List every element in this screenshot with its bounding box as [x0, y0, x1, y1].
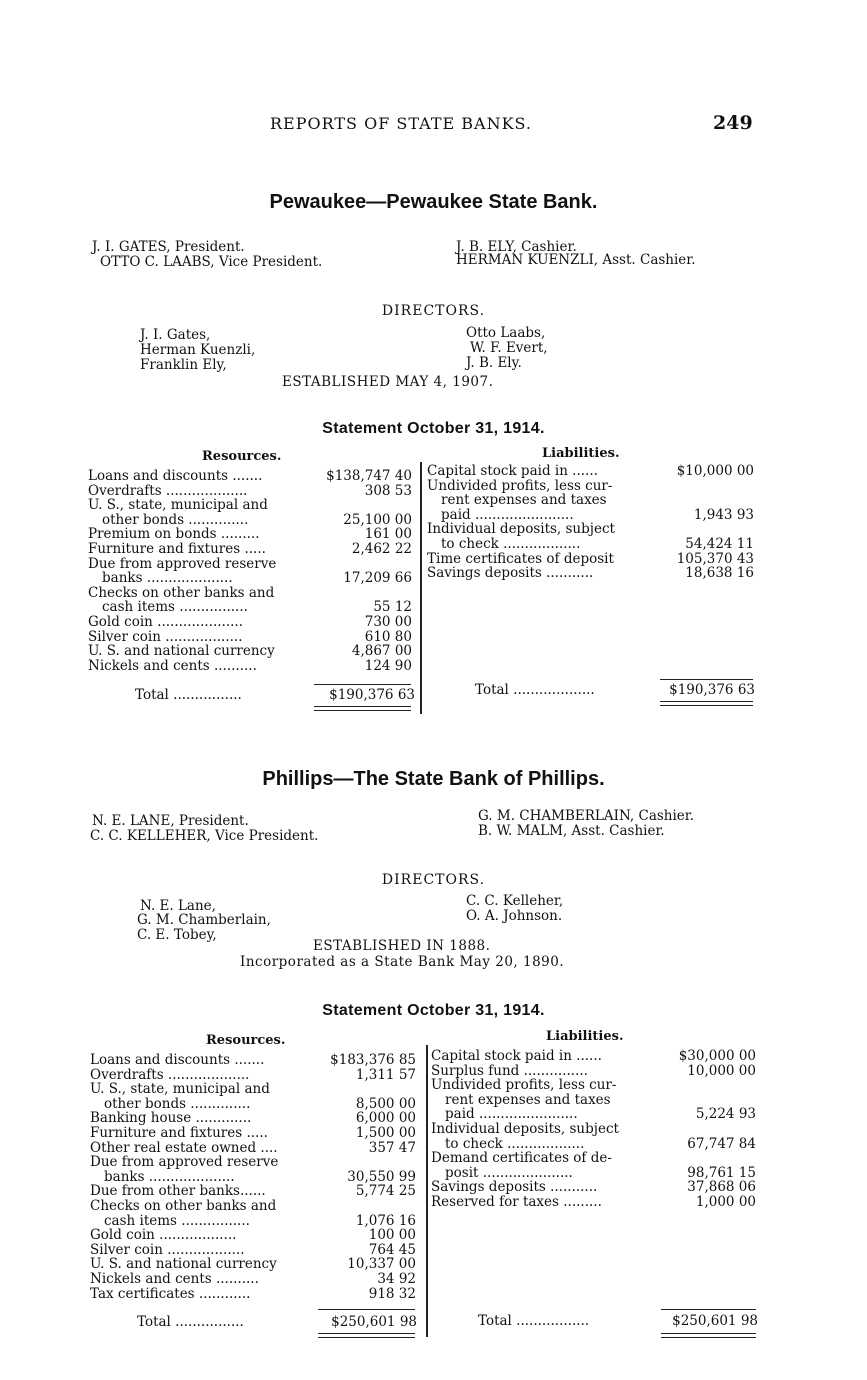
- officer-cashier: G. M. CHAMBERLAIN, Cashier.: [478, 808, 695, 824]
- total-amount: $250,601 98: [672, 1313, 758, 1329]
- director: W. F. Evert,: [470, 340, 548, 356]
- resource-row: [90, 1068, 416, 1083]
- account-amount: 37,868 06: [687, 1179, 756, 1196]
- liability-row: [427, 552, 754, 567]
- account-amount: 2,462 22: [351, 541, 412, 557]
- directors-heading: DIRECTORS.: [381, 872, 486, 888]
- resource-row: [90, 1170, 416, 1185]
- account-amount: $30,000 00: [678, 1048, 756, 1064]
- resources-heading: Resources.: [206, 1033, 286, 1048]
- liability-row: [427, 508, 754, 523]
- account-amount: 4,867 00: [351, 643, 412, 660]
- resource-row: [88, 600, 412, 615]
- account-label: Other real estate owned ....: [90, 1139, 278, 1156]
- total-rule: [314, 684, 411, 685]
- director: O. A. Johnson.: [466, 908, 563, 924]
- account-amount: 5,224 93: [695, 1106, 756, 1123]
- account-amount: 1,943 93: [693, 506, 754, 523]
- resource-row: [90, 1214, 416, 1229]
- account-amount: 100 00: [368, 1227, 416, 1244]
- account-label: cash items ................: [104, 1212, 250, 1229]
- resource-row: [90, 1272, 416, 1287]
- director: J. I. Gates,: [140, 327, 211, 343]
- account-label: Capital stock paid in ......: [427, 463, 598, 479]
- account-amount: 1,076 16: [355, 1212, 416, 1229]
- liabilities-heading: Liabilities.: [546, 1029, 624, 1044]
- director: N. E. Lane,: [140, 898, 216, 914]
- incorporation-note: Incorporated as a State Bank May 20, 1890.: [240, 954, 565, 970]
- double-underline: [314, 706, 411, 707]
- account-amount: 98,761 15: [687, 1164, 756, 1181]
- liability-row: [431, 1049, 756, 1064]
- account-label: Furniture and fixtures .....: [90, 1125, 268, 1141]
- account-amount: $138,747 40: [326, 468, 412, 484]
- total-amount: $250,601 98: [331, 1314, 417, 1330]
- resources-heading: Resources.: [202, 449, 282, 464]
- account-amount: $10,000 00: [676, 463, 754, 479]
- account-amount: 610 80: [364, 628, 412, 645]
- resource-row: [88, 527, 412, 542]
- resource-row: [88, 542, 412, 557]
- total-rule: [318, 1309, 415, 1310]
- double-underline: [661, 1333, 756, 1334]
- account-label: Capital stock paid in ......: [431, 1048, 602, 1064]
- account-label: U. S. and national currency: [88, 643, 275, 660]
- account-label: Premium on bonds .........: [88, 526, 260, 543]
- account-amount: 105,370 43: [676, 550, 754, 567]
- liabilities-total-row: [478, 1314, 758, 1329]
- resource-row: [90, 1111, 416, 1126]
- liabilities-total-row: [475, 683, 755, 698]
- account-label: Savings deposits ...........: [427, 565, 594, 582]
- account-label: cash items ................: [102, 599, 248, 616]
- account-label: Demand certificates of de-: [431, 1150, 612, 1167]
- liabilities-heading: Liabilities.: [542, 446, 620, 461]
- account-label: Undivided profits, less cur-: [431, 1077, 617, 1094]
- total-rule: [661, 1309, 756, 1310]
- officer-vice-president: OTTO C. LAABS, Vice President.: [100, 254, 323, 270]
- resource-row: [88, 571, 412, 586]
- account-label: Surplus fund ...............: [431, 1062, 588, 1079]
- account-label: Nickels and cents ..........: [88, 657, 257, 674]
- officer-asst-cashier: B. W. MALM, Asst. Cashier.: [478, 823, 665, 839]
- column-divider: [426, 1045, 428, 1337]
- account-amount: 1,000 00: [695, 1194, 756, 1210]
- account-label: Tax certificates ............: [90, 1285, 251, 1302]
- liability-row: [431, 1166, 756, 1181]
- account-label: Due from approved reserve: [88, 555, 277, 572]
- account-label: U. S. and national currency: [90, 1256, 277, 1273]
- account-amount: 10,337 00: [347, 1256, 416, 1273]
- account-label: other bonds ..............: [102, 511, 249, 528]
- total-amount: $190,376 63: [669, 682, 755, 698]
- resource-row: [90, 1097, 416, 1112]
- liability-row: [427, 479, 754, 494]
- account-label: other bonds ..............: [104, 1095, 251, 1112]
- total-label: Total ...................: [475, 682, 595, 698]
- resource-row: [88, 557, 412, 572]
- account-label: Loans and discounts .......: [90, 1052, 265, 1068]
- account-amount: 6,000 00: [355, 1110, 416, 1127]
- account-label: Individual deposits, subject: [427, 521, 615, 538]
- established-note: ESTABLISHED IN 1888.: [313, 938, 491, 954]
- director: G. M. Chamberlain,: [137, 912, 271, 928]
- account-amount: 10,000 00: [687, 1062, 756, 1079]
- account-amount: 67,747 84: [687, 1135, 756, 1152]
- liability-row: [427, 522, 754, 537]
- account-label: U. S., state, municipal and: [88, 497, 268, 514]
- account-label: to check ..................: [445, 1135, 585, 1152]
- liability-row: [431, 1180, 756, 1195]
- account-amount: 918 32: [368, 1285, 416, 1302]
- liability-row: [427, 464, 754, 479]
- double-underline: [314, 710, 411, 711]
- resource-row: [90, 1082, 416, 1097]
- director: C. C. Kelleher,: [466, 893, 564, 909]
- account-label: rent expenses and taxes: [445, 1091, 611, 1108]
- account-label: Loans and discounts .......: [88, 468, 263, 484]
- account-amount: 34 92: [377, 1271, 416, 1287]
- account-label: Undivided profits, less cur-: [427, 477, 613, 494]
- resource-row: [90, 1053, 416, 1068]
- account-amount: 5,774 25: [355, 1183, 416, 1200]
- account-label: Furniture and fixtures .....: [88, 541, 266, 557]
- resource-row: [90, 1184, 416, 1199]
- resource-row: [90, 1228, 416, 1243]
- director: Franklin Ely,: [140, 357, 227, 373]
- resource-row: [88, 644, 412, 659]
- liability-row: [427, 493, 754, 508]
- account-label: paid .......................: [441, 506, 574, 523]
- account-label: U. S., state, municipal and: [90, 1081, 270, 1098]
- page-number: 249: [713, 112, 753, 134]
- account-label: Gold coin ..................: [90, 1227, 237, 1244]
- liability-row: [431, 1151, 756, 1166]
- resource-row: [90, 1243, 416, 1258]
- liability-row: [431, 1137, 756, 1152]
- officer-asst-cashier: HERMAN KUENZLI, Asst. Cashier.: [456, 252, 696, 268]
- officer-cashier: J. B. ELY, Cashier.: [456, 239, 577, 255]
- statement-title: Statement October 31, 1914.: [322, 420, 545, 437]
- account-amount: 308 53: [364, 482, 412, 499]
- account-label: rent expenses and taxes: [441, 492, 607, 509]
- account-amount: 161 00: [364, 526, 412, 543]
- resource-row: [88, 469, 412, 484]
- liability-row: [427, 537, 754, 552]
- director: J. B. Ely.: [466, 355, 522, 371]
- resource-row: [88, 659, 412, 674]
- running-head: REPORTS OF STATE BANKS.: [270, 114, 533, 133]
- officer-president: J. I. GATES, President.: [92, 239, 245, 255]
- total-rule: [660, 679, 753, 680]
- column-divider: [420, 462, 422, 714]
- resource-row: [88, 630, 412, 645]
- account-amount: 30,550 99: [347, 1168, 416, 1185]
- account-label: Reserved for taxes .........: [431, 1194, 602, 1210]
- liability-row: [431, 1093, 756, 1108]
- total-label: Total .................: [478, 1313, 590, 1329]
- account-label: Savings deposits ...........: [431, 1179, 598, 1196]
- resource-row: [88, 615, 412, 630]
- account-amount: 25,100 00: [343, 511, 412, 528]
- resource-row: [90, 1257, 416, 1272]
- account-label: Silver coin ..................: [90, 1241, 245, 1258]
- account-amount: 17,209 66: [343, 570, 412, 587]
- account-amount: 54,424 11: [685, 536, 754, 552]
- account-label: banks ....................: [104, 1168, 235, 1185]
- liability-row: [427, 566, 754, 581]
- resources-total-row: [137, 1315, 417, 1330]
- account-label: Checks on other banks and: [90, 1198, 277, 1214]
- total-amount: $190,376 63: [329, 687, 415, 703]
- account-label: Checks on other banks and: [88, 584, 275, 601]
- resource-row: [90, 1287, 416, 1302]
- liability-row: [431, 1122, 756, 1137]
- director: C. E. Tobey,: [137, 927, 217, 943]
- resources-total-row: [135, 688, 415, 703]
- resource-row: [88, 513, 412, 528]
- account-amount: 764 45: [368, 1241, 416, 1258]
- resource-row: [88, 484, 412, 499]
- resource-row: [90, 1141, 416, 1156]
- account-amount: 357 47: [368, 1139, 416, 1156]
- account-label: to check ..................: [441, 536, 581, 552]
- liability-row: [431, 1078, 756, 1093]
- account-amount: 55 12: [373, 599, 412, 616]
- account-label: banks ....................: [102, 570, 233, 587]
- account-label: Banking house .............: [90, 1110, 252, 1127]
- double-underline: [318, 1337, 415, 1338]
- account-label: Nickels and cents ..........: [90, 1271, 259, 1287]
- account-label: Individual deposits, subject: [431, 1121, 619, 1137]
- account-label: posit .....................: [445, 1164, 573, 1181]
- liability-row: [431, 1107, 756, 1122]
- account-label: Silver coin ..................: [88, 628, 243, 645]
- total-label: Total ................: [137, 1314, 244, 1330]
- account-label: Time certificates of deposit: [427, 550, 614, 567]
- resource-row: [90, 1199, 416, 1214]
- account-amount: 1,500 00: [355, 1125, 416, 1141]
- statement-title: Statement October 31, 1914.: [322, 1002, 545, 1019]
- resource-row: [90, 1126, 416, 1141]
- double-underline: [318, 1333, 415, 1334]
- double-underline: [661, 1337, 756, 1338]
- resource-row: [88, 586, 412, 601]
- account-label: paid .......................: [445, 1106, 578, 1123]
- bank-title: Phillips—The State Bank of Phillips.: [262, 768, 605, 790]
- directors-heading: DIRECTORS.: [381, 303, 486, 319]
- double-underline: [660, 701, 753, 702]
- account-label: Gold coin ....................: [88, 614, 243, 630]
- account-label: Due from approved reserve: [90, 1154, 279, 1171]
- bank-title: Pewaukee—Pewaukee State Bank.: [269, 191, 598, 213]
- resource-row: [90, 1155, 416, 1170]
- officer-vice-president: C. C. KELLEHER, Vice President.: [90, 828, 319, 844]
- account-amount: 18,638 16: [685, 565, 754, 582]
- liability-row: [431, 1195, 756, 1210]
- resource-row: [88, 498, 412, 513]
- officer-president: N. E. LANE, President.: [92, 813, 249, 829]
- director: Otto Laabs,: [466, 325, 546, 341]
- account-amount: 1,311 57: [355, 1066, 416, 1083]
- total-label: Total ................: [135, 687, 242, 703]
- account-amount: 730 00: [364, 614, 412, 630]
- account-label: Overdrafts ...................: [88, 482, 248, 499]
- double-underline: [660, 705, 753, 706]
- account-label: Overdrafts ...................: [90, 1066, 250, 1083]
- account-amount: $183,376 85: [330, 1052, 416, 1068]
- established-note: ESTABLISHED MAY 4, 1907.: [282, 374, 494, 390]
- account-label: Due from other banks......: [90, 1183, 266, 1200]
- account-amount: 124 90: [364, 657, 412, 674]
- account-amount: 8,500 00: [355, 1095, 416, 1112]
- liability-row: [431, 1064, 756, 1079]
- director: Herman Kuenzli,: [140, 342, 256, 358]
